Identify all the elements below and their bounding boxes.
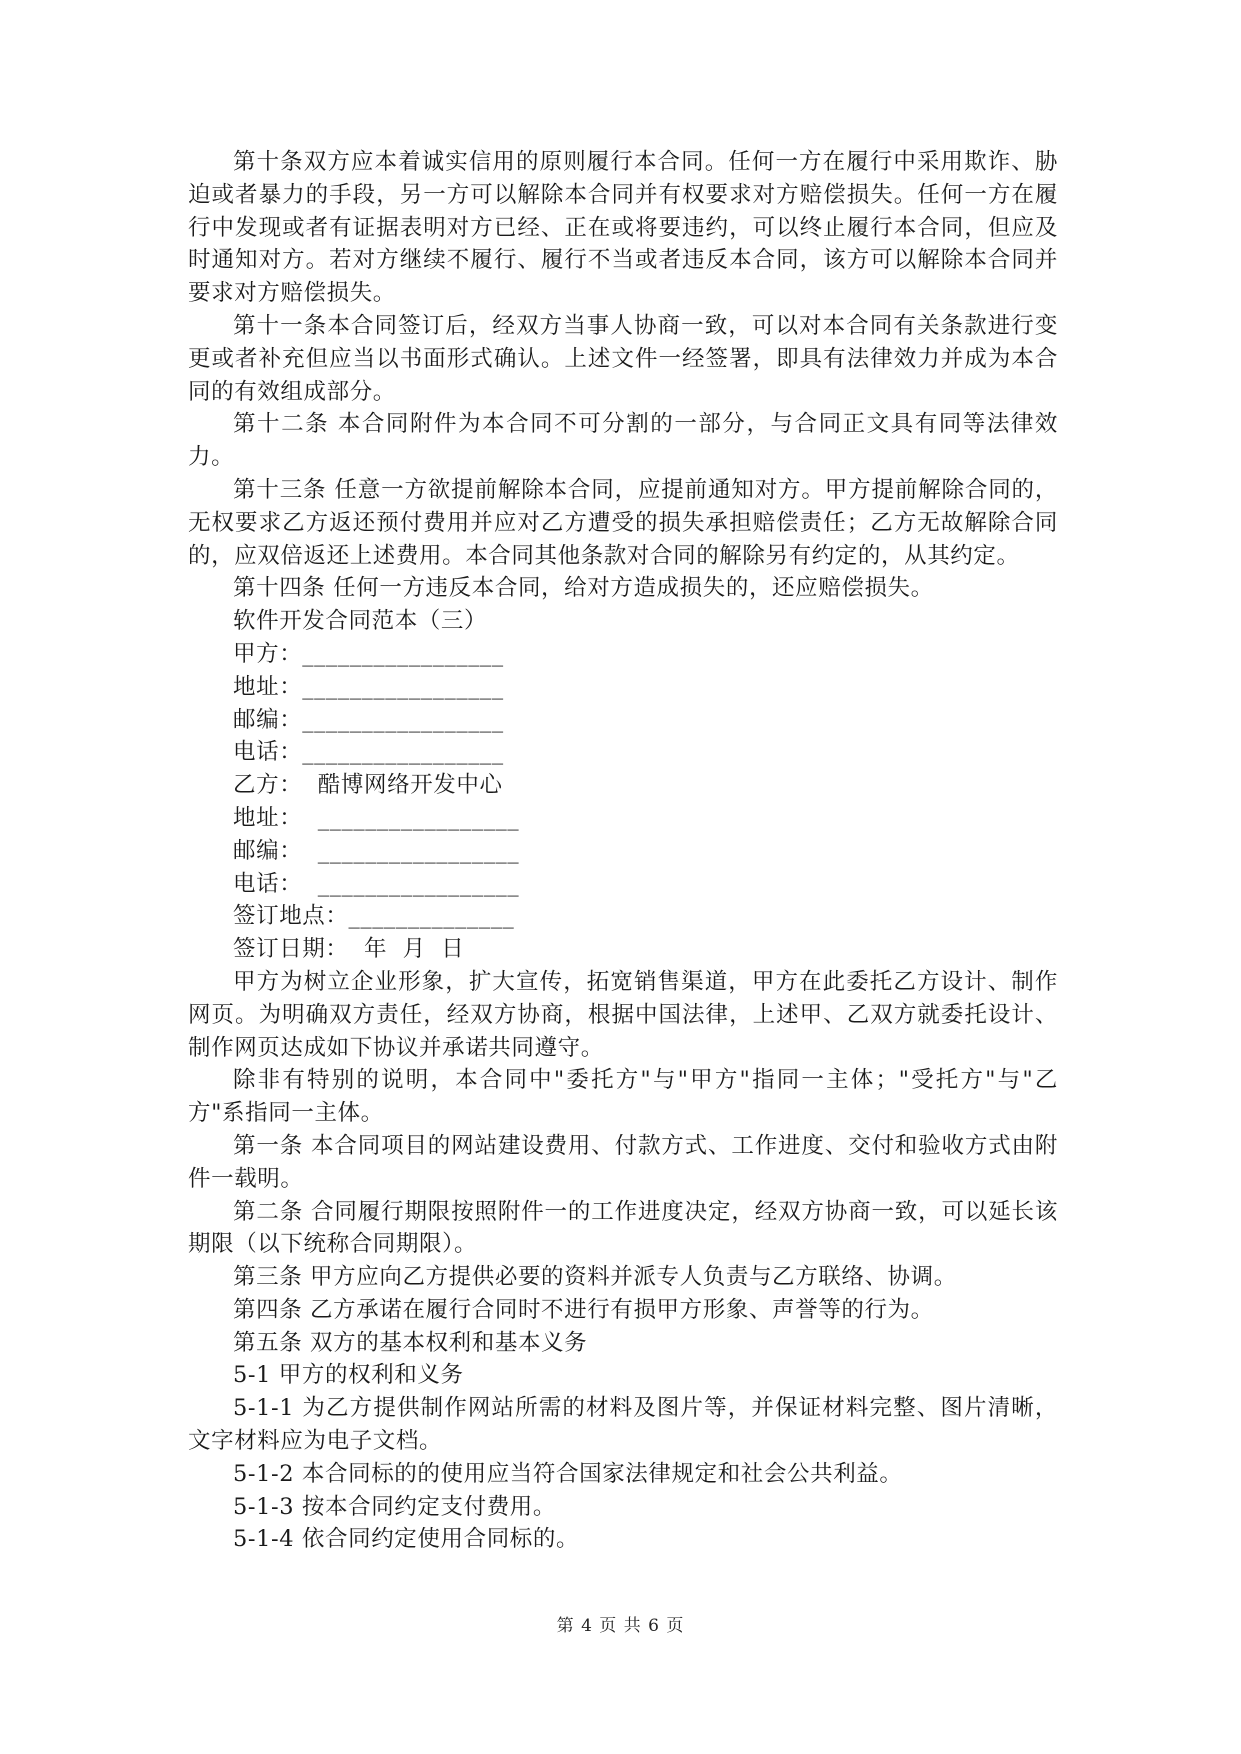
party-b-postcode-field: 邮编： _________________ <box>233 837 520 864</box>
section-5-1-2: 5-1-2 本合同标的的使用应当符合国家法律规定和社会公共利益。 <box>233 1460 903 1487</box>
contract-title: 软件开发合同范本（三） <box>233 608 488 635</box>
section-5-1-3: 5-1-3 按本合同约定支付费用。 <box>233 1493 557 1520</box>
clause-14: 第十四条 任何一方违反本合同，给对方造成损失的，还应赔偿损失。 <box>233 575 934 602</box>
preamble: 甲方为树立企业形象，扩大宣传，拓宽销售渠道，甲方在此委托乙方设计、制作网页。为明确双方责任，经双方协商，根据中国法律，上述甲、乙双方就委托设计、制作网页达成如下协议并承诺共同遵守。 <box>188 968 1058 1061</box>
party-a-postcode-field: 邮编：_________________ <box>233 706 504 733</box>
party-b-address-field: 地址： _________________ <box>233 804 520 831</box>
section-5-1-1: 5-1-1 为乙方提供制作网站所需的材料及图片等，并保证材料完整、图片清晰，文字材料应为电子文档。 <box>188 1395 1058 1455</box>
sign-date-field: 签订日期： 年 月 日 <box>233 936 465 963</box>
party-b-field: 乙方： 酷博网络开发中心 <box>233 772 503 799</box>
document-body <box>188 146 1058 1556</box>
article-1: 第一条 本合同项目的网站建设费用、付款方式、工作进度、交付和验收方式由附件一载明。 <box>188 1132 1058 1192</box>
clause-12: 第十二条 本合同附件为本合同不可分割的一部分，与合同正文具有同等法律效力。 <box>188 411 1058 471</box>
clause-10: 第十条双方应本着诚实信用的原则履行本合同。任何一方在履行中采用欺诈、胁迫或者暴力的手段，另一方可以解除本合同并有权要求对方赔偿损失。任何一方在履行中发现或者有证据表明对方已经、正在或将要违约，可以终止履行本合同，但应及时通知对方。若对方继续不履行、履行不当或者违反本合同，该方可以解除本合同并要求对方赔偿损失。 <box>188 149 1058 307</box>
article-4: 第四条 乙方承诺在履行合同时不进行有损甲方形象、声誉等的行为。 <box>233 1296 934 1323</box>
party-b-phone-field: 电话： _________________ <box>233 870 520 897</box>
party-a-phone-field: 电话：_________________ <box>233 739 504 766</box>
party-a-field: 甲方：_________________ <box>233 640 504 667</box>
article-3: 第三条 甲方应向乙方提供必要的资料并派专人负责与乙方联络、协调。 <box>233 1264 957 1291</box>
clause-13: 第十三条 任意一方欲提前解除本合同，应提前通知对方。甲方提前解除合同的，无权要求乙方返还预付费用并应对乙方遭受的损失承担赔偿责任；乙方无故解除合同的，应双倍返还上述费用。本合同其他条款对合同的解除另有约定的，从其约定。 <box>188 476 1058 569</box>
definitions: 除非有特别的说明，本合同中"委托方"与"甲方"指同一主体；"受托方"与"乙方"系指同一主体。 <box>188 1067 1058 1127</box>
page-number: 第 4 页 共 6 页 <box>556 1616 685 1636</box>
party-a-address-field: 地址：_________________ <box>233 673 504 700</box>
section-5-1: 5-1 甲方的权利和义务 <box>233 1362 464 1389</box>
section-5-1-4: 5-1-4 依合同约定使用合同标的。 <box>233 1526 580 1553</box>
article-2: 第二条 合同履行期限按照附件一的工作进度决定，经双方协商一致，可以延长该期限（以下统称合同期限）。 <box>188 1198 1058 1258</box>
sign-place-field: 签订地点：______________ <box>233 903 515 930</box>
clause-11: 第十一条本合同签订后，经双方当事人协商一致，可以对本合同有关条款进行变更或者补充但应当以书面形式确认。上述文件一经签署，即具有法律效力并成为本合同的有效组成部分。 <box>188 312 1058 405</box>
article-5: 第五条 双方的基本权利和基本义务 <box>233 1329 588 1356</box>
